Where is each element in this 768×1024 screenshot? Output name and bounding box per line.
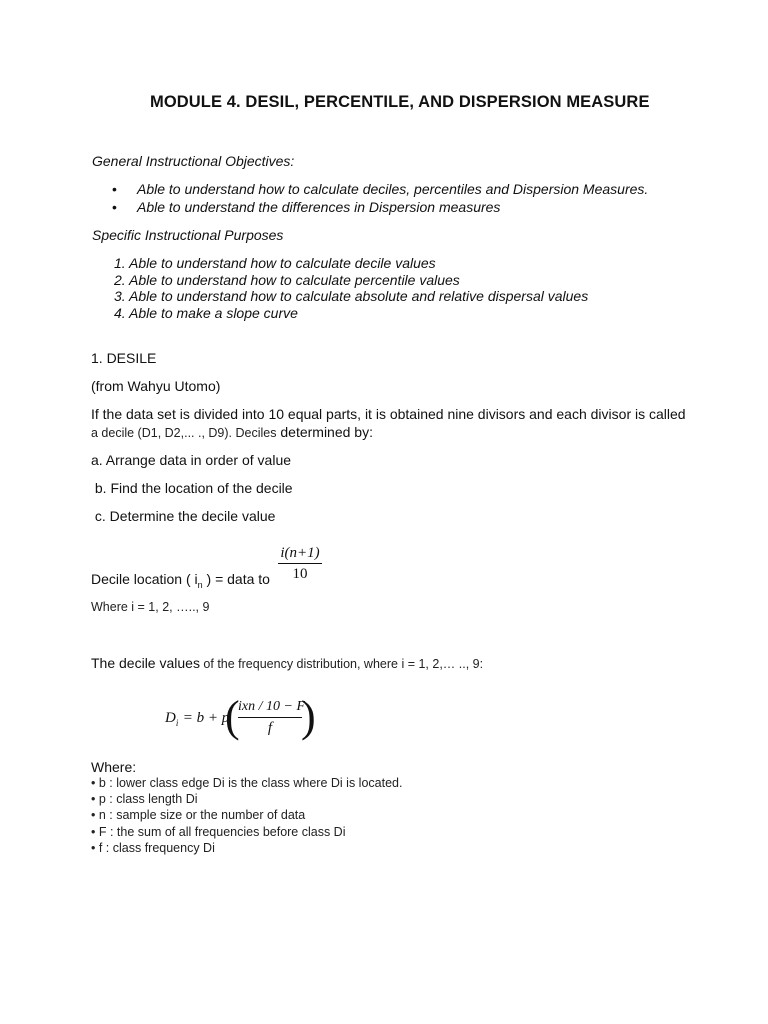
decile-values-line	[91, 655, 483, 673]
bullet-dot: •	[112, 199, 117, 215]
step-item: b. Find the location of the decile	[91, 480, 293, 496]
line-fragment: The decile values	[91, 655, 200, 671]
fraction-bar	[278, 563, 322, 564]
paragraph-line	[91, 424, 373, 442]
specific-purposes-heading: Specific Instructional Purposes	[92, 227, 284, 243]
source-note: (from Wahyu Utomo)	[91, 378, 221, 394]
paragraph-fragment: determined by:	[276, 424, 373, 440]
definition-item: • F : the sum of all frequencies before class Di	[91, 825, 346, 839]
subscript-n: n	[197, 579, 203, 590]
line-fragment: of the frequency distribution, where i = 1, 2,… .., 9:	[199, 657, 484, 671]
where-i-range: Where i = 1, 2, ….., 9	[91, 600, 210, 614]
decile-value-formula	[165, 692, 316, 748]
definition-item: • p : class length Di	[91, 792, 198, 806]
label-fragment: Decile location ( i	[91, 571, 198, 587]
definition-item: • n : sample size or the number of data	[91, 808, 306, 822]
section-heading: 1. DESILE	[91, 350, 157, 366]
general-objectives-heading: General Instructional Objectives:	[92, 153, 295, 169]
label-fragment: ) = data to	[202, 571, 270, 587]
decile-location-label	[91, 571, 270, 590]
purpose-item: 4. Able to make a slope curve	[114, 305, 298, 321]
formula-denominator: 10	[292, 566, 308, 582]
objective-item: Able to understand the differences in Dispersion measures	[137, 199, 501, 215]
step-item: a. Arrange data in order of value	[91, 452, 292, 468]
fraction-bar	[238, 717, 302, 718]
step-item: c. Determine the decile value	[91, 508, 276, 524]
bullet-dot: •	[112, 181, 117, 197]
purpose-item: 3. Able to understand how to calculate absolute and relative dispersal values	[114, 288, 589, 304]
formula-denominator: f	[267, 720, 273, 736]
page-title: MODULE 4. DESIL, PERCENTILE, AND DISPERSION MEASURE	[150, 93, 650, 111]
formula-numerator: ixn / 10 − F	[238, 699, 305, 714]
definition-item: • f : class frequency Di	[91, 841, 215, 855]
paragraph-line: If the data set is divided into 10 equal parts, it is obtained nine divisors and each divisor is called	[91, 406, 686, 422]
formula-numerator: i(n+1)	[280, 545, 320, 561]
definition-item: • b : lower class edge Di is the class where Di is located.	[91, 776, 403, 790]
formula-lhs: $D_i$	[165, 710, 179, 728]
formula-fraction	[238, 698, 305, 737]
decile-location-formula	[278, 544, 322, 583]
left-paren: (	[225, 692, 240, 741]
objective-item: Able to understand how to calculate deciles, percentiles and Dispersion Measures.	[137, 181, 649, 197]
right-paren: )	[301, 692, 316, 741]
purpose-item: 2. Able to understand how to calculate percentile values	[114, 272, 460, 288]
purpose-item: 1. Able to understand how to calculate decile values	[114, 255, 436, 271]
paragraph-fragment: a decile (D1, D2,... ., D9). Deciles	[91, 426, 277, 440]
where-heading: Where:	[91, 759, 137, 775]
formula-mid: = b + p	[179, 710, 230, 726]
